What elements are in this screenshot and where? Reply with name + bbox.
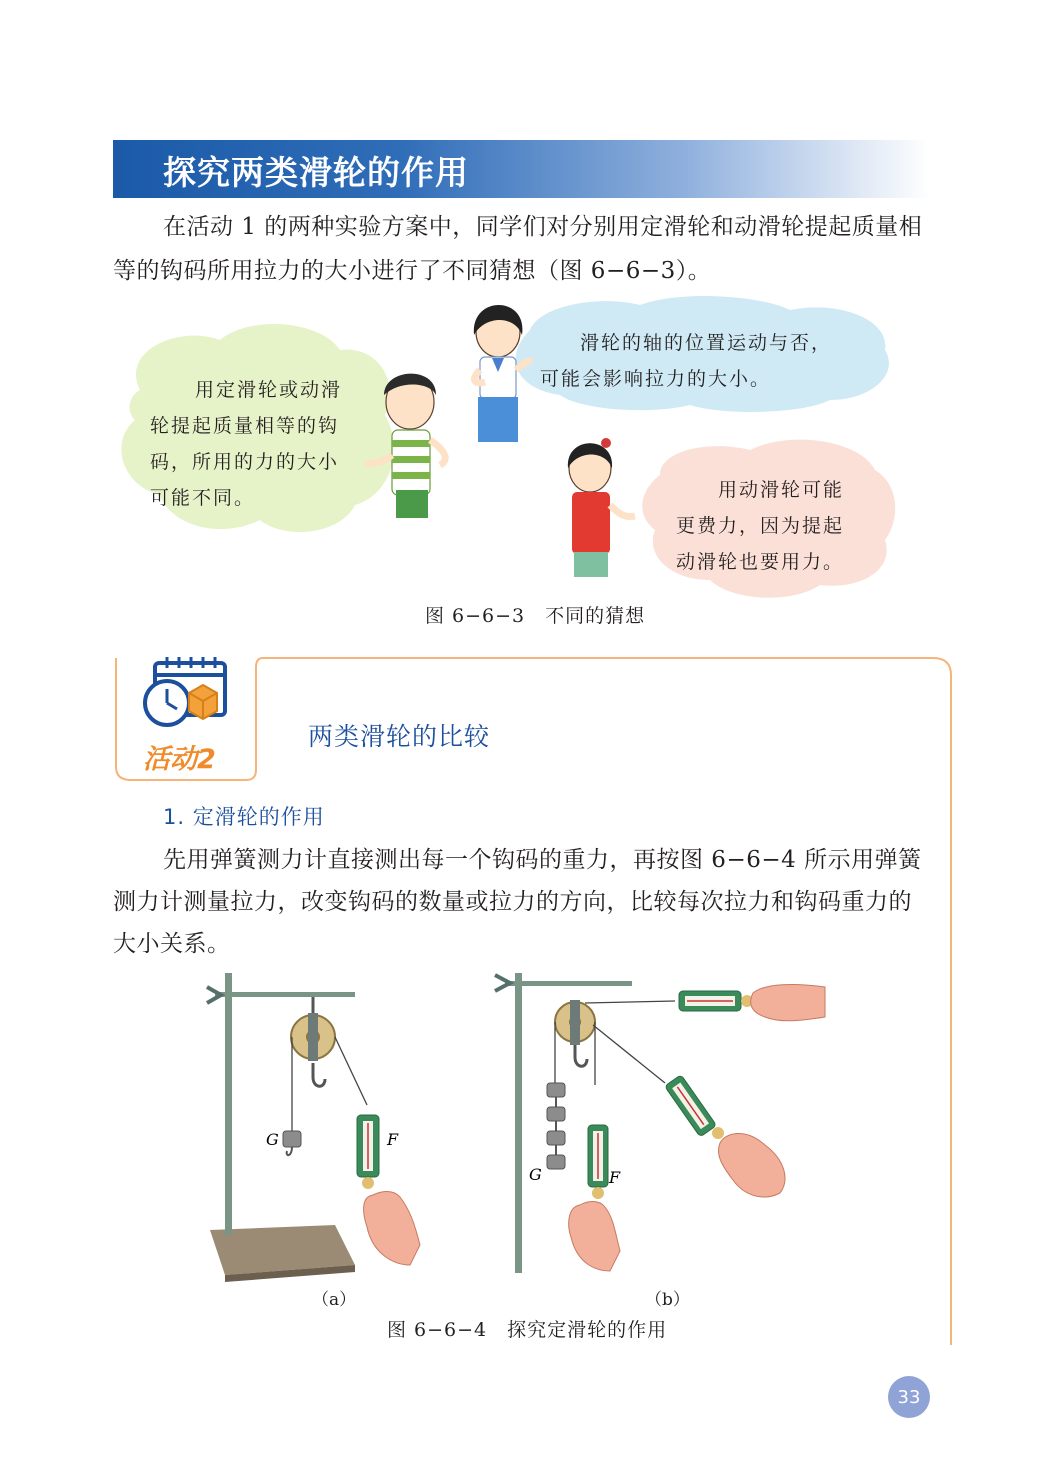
hand-b-vertical-icon (569, 1202, 620, 1272)
intro-line-2: 等的钩码所用拉力的大小进行了不同猜想（图 6−6−3）。 (113, 258, 712, 284)
label-g-a: G (266, 1130, 279, 1149)
spring-scale-b-vertical-icon (588, 1125, 608, 1199)
label-g-b: G (529, 1165, 542, 1184)
bubble-left-line: 可能不同。 (150, 487, 256, 509)
bubble-right-line: 动滑轮也要用力。 (676, 551, 845, 573)
hook-weights-stack-b-icon (547, 1083, 565, 1169)
bubble-left-line: 码，所用的力的大小 (150, 451, 340, 473)
label-f-a: F (387, 1130, 399, 1149)
fixed-pulley-b-icon (555, 1000, 675, 1085)
spring-scale-b-horizontal-icon (679, 991, 753, 1011)
figure-caption-664: 图 6−6−4 探究定滑轮的作用 (387, 1319, 668, 1341)
intro-line-1: 在活动 1 的两种实验方案中，同学们对分别用定滑轮和动滑轮提起质量相 (163, 214, 923, 240)
hook-weight-a-icon (283, 1131, 301, 1155)
figure-caption-663: 图 6−6−3 不同的猜想 (425, 605, 646, 627)
sublabel-b: （b） (645, 1290, 690, 1310)
activity-label: 活动2 (143, 744, 216, 775)
girl-figure-bottom-icon (568, 438, 635, 577)
spring-scale-b-diagonal-icon (665, 1075, 724, 1139)
label-f-b: F (609, 1168, 621, 1187)
bubble-right-line: 用动滑轮可能 (718, 479, 845, 501)
bubble-left-line: 轮提起质量相等的钩 (150, 415, 340, 437)
spring-scale-a-icon (357, 1115, 379, 1189)
activity-para-line-1: 先用弹簧测力计直接测出每一个钩码的重力，再按图 6−6−4 所示用弹簧 (163, 847, 922, 873)
fixed-pulley-a-icon (291, 997, 367, 1131)
activity-para-line-3: 大小关系。 (113, 931, 231, 957)
sublabel-a: （a） (312, 1290, 357, 1310)
bubble-top-line: 滑轮的轴的位置运动与否， (580, 332, 833, 354)
page-number: 33 (897, 1386, 921, 1408)
bubble-top-line: 可能会影响拉力的大小。 (540, 368, 772, 390)
activity-title: 两类滑轮的比较 (308, 722, 491, 751)
section-title: 探究两类滑轮的作用 (163, 153, 469, 192)
sub-heading: 1. 定滑轮的作用 (163, 805, 325, 829)
stand-a-icon (207, 973, 355, 1282)
figure-fixed-pulley-apparatus (195, 965, 845, 1285)
bubble-right-line: 更费力，因为提起 (676, 515, 845, 537)
hand-b-horizontal-icon (751, 985, 825, 1021)
activity-para-line-2: 测力计测量拉力，改变钩码的数量或拉力的方向，比较每次拉力和钩码重力的 (113, 889, 912, 915)
page-number-badge (888, 1376, 930, 1418)
bubble-left-line: 用定滑轮或动滑 (195, 379, 343, 401)
hand-a-icon (364, 1192, 420, 1266)
hand-b-diagonal-icon (718, 1133, 785, 1197)
